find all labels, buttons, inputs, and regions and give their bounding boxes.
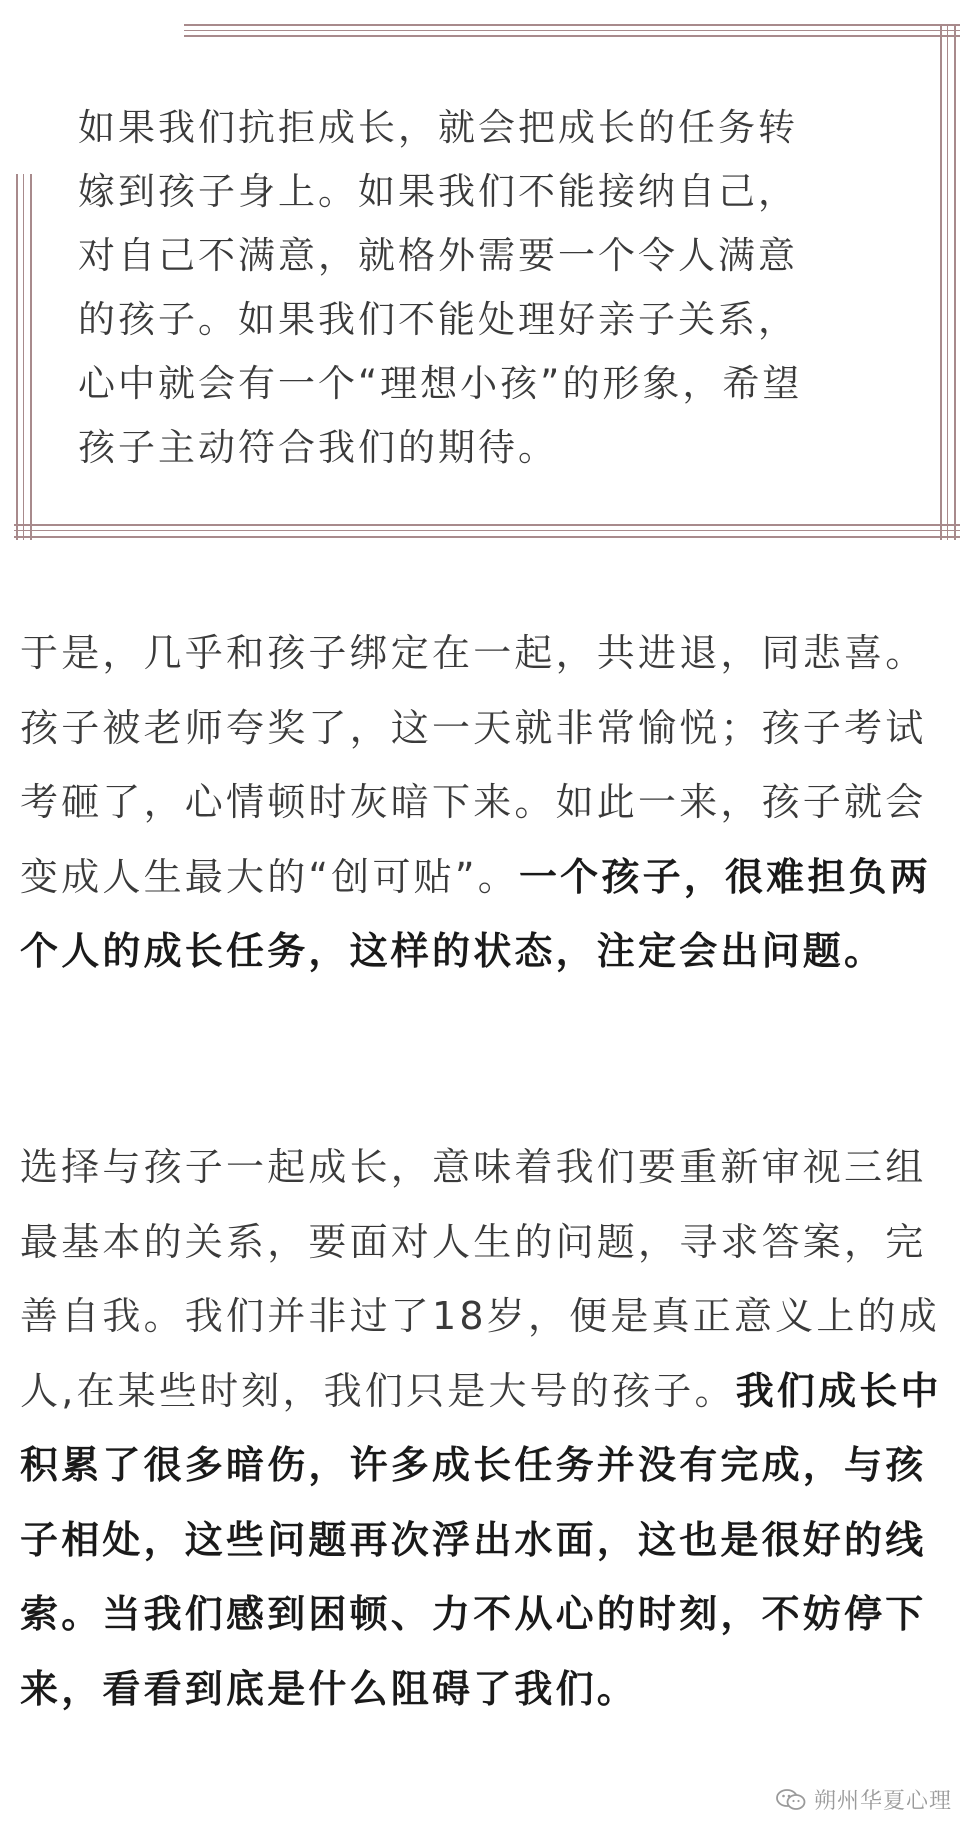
frame-right-rule-1 xyxy=(940,24,942,540)
paragraph-2-bold-text: 我们成长中积累了很多暗伤，许多成长任务并没有完成，与孩子相处，这些问题再次浮出水面，这也是很好的线索。当我们感到困顿、力不从心的时刻，不妨停下来，看看到底是什么阻碍了我们。 xyxy=(20,1368,942,1711)
frame-top-rule-3 xyxy=(184,35,960,37)
paragraph-2-text: 选择与孩子一起成长，意味着我们要重新审视三组最基本的关系，要面对人生的问题，寻求答案，完善自我。我们并非过了18岁，便是真正意义上的成人,在某些时刻，我们只是大号的孩子。 xyxy=(20,1145,940,1413)
quote-line: 嫁到孩子身上。如果我们不能接纳自己， xyxy=(78,170,798,213)
wechat-icon xyxy=(776,1788,806,1812)
frame-left-rule-1 xyxy=(16,174,18,540)
quote-line: 的孩子。如果我们不能处理好亲子关系， xyxy=(78,298,798,341)
frame-top-rule-2 xyxy=(184,30,960,31)
frame-left-rule-3 xyxy=(30,174,32,540)
paragraph-1-bold-text: 一个孩子，很难担负两个人的成长任务，这样的状态，注定会出问题。 xyxy=(20,854,931,973)
watermark-text: 朔州华夏心理 xyxy=(813,1789,952,1814)
quote-line: 心中就会有一个“理想小孩”的形象，希望 xyxy=(78,362,803,405)
frame-top-rule-1 xyxy=(184,24,960,26)
frame-right-rule-2 xyxy=(947,24,948,540)
paragraph-2 xyxy=(20,1130,960,1726)
quote-line: 对自己不满意，就格外需要一个令人满意 xyxy=(78,234,798,277)
quote-text xyxy=(78,96,898,480)
quote-line: 如果我们抗拒成长，就会把成长的任务转 xyxy=(78,106,798,149)
frame-left-rule-2 xyxy=(23,174,24,540)
paragraph-1 xyxy=(20,616,960,989)
frame-bottom-rule-3 xyxy=(14,536,960,538)
paragraph-1-text: 于是，几乎和孩子绑定在一起，共进退，同悲喜。孩子被老师夸奖了，这一天就非常愉悦；孩子考试考砸了，心情顿时灰暗下来。如此一来，孩子就会变成人生最大的“创可贴”。 xyxy=(20,631,927,899)
frame-bottom-rule-1 xyxy=(14,524,960,526)
frame-bottom-rule-2 xyxy=(14,530,960,531)
quote-line: 孩子主动符合我们的期待。 xyxy=(78,426,558,469)
frame-right-rule-3 xyxy=(954,24,956,540)
watermark xyxy=(776,1784,952,1815)
